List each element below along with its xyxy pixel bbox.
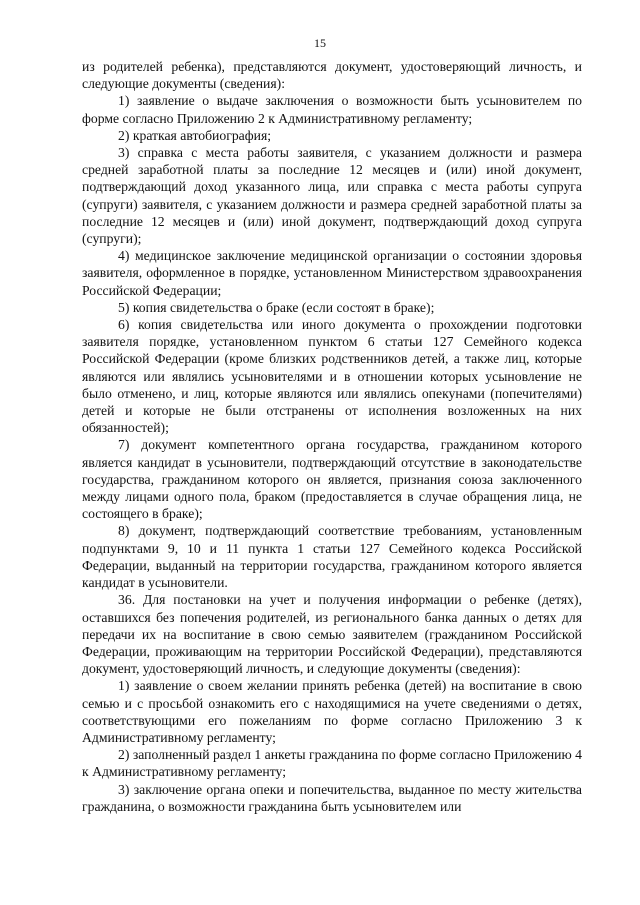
- list-item-5-marriage-certificate: 5) копия свидетельства о браке (если состоят в браке);: [118, 299, 435, 315]
- list-item-1-application: 1) заявление о выдаче заключения о возможности быть усыновителем по форме согласно Приложению 2 к Административному регламенту;: [82, 93, 582, 126]
- page-number: 15: [314, 36, 326, 50]
- paragraph-continuation: из родителей ребенка), представляются документ, удостоверяющий личность, и следующие документы (сведения):: [82, 59, 582, 92]
- list-item-8-compliance-document: 8) документ, подтверждающий соответствие требованиям, установленным подпунктами 9, 10 и 11 пункта 1 статьи 127 Семейного кодекса Российской Федерации, выданный на территории государства, гражданином которого является кандидат в усыновители.: [82, 523, 582, 591]
- list-item-6-training-certificate: 6) копия свидетельства или иного документа о прохождении подготовки заявителя порядке, установленном пунктом 6 статьи 127 Семейного кодекса Российской Федерации (кроме близких родственников детей, а также лиц, которые являются или являлись усыновителями и в отношении которых усыновление не было отменено, и лиц, которые являются или являлись опекунами (попечителями) детей и которые не были отстранены от исполнения возложенных на них обязанностей);: [82, 317, 582, 436]
- list-item-3-income-certificate: 3) справка с места работы заявителя, с указанием должности и размера средней заработной платы за последние 12 месяцев и (или) иной документ, подтверждающий доход указанного лица, или справка с места работы супруга (супруги) заявителя, с указанием должности и размера средней заработной платы за последние 12 месяцев и (или) иной документ, подтверждающий доход супруга (супруги);: [82, 145, 582, 247]
- document-body: [82, 58, 582, 815]
- section-36-item-3: 3) заключение органа опеки и попечительства, выданное по месту жительства гражданина, о возможности гражданина быть усыновителем или: [82, 781, 582, 814]
- section-36-item-2: 2) заполненный раздел 1 анкеты гражданина по форме согласно Приложению 4 к Административному регламенту;: [82, 747, 582, 780]
- section-36-paragraph: 36. Для постановки на учет и получения информации о ребенке (детях), оставшихся без попечения родителей, из регионального банка данных о детях для передачи их на воспитание в свою семью заявителем (гражданином Российской Федерации, проживающим на территории Российской Федерации), представляются документ, удостоверяющий личность, и следующие документы (сведения):: [82, 592, 582, 677]
- list-item-7-state-document: 7) документ компетентного органа государства, гражданином которого является кандидат в усыновители, подтверждающий отсутствие в законодательстве государства, гражданином которого он является, признания союза заключенного между лицами одного пола, браком (предоставляется в случае обращения лица, не состоящего в браке);: [82, 437, 582, 522]
- section-36-item-1: 1) заявление о своем желании принять ребенка (детей) на воспитание в свою семью и с просьбой ознакомить его с находящимися на учете сведениями о детях, соответствующими его пожеланиям по форме согласно Приложению 3 к Административному регламенту;: [82, 678, 582, 745]
- list-item-4-medical-report: 4) медицинское заключение медицинской организации о состоянии здоровья заявителя, оформленное в порядке, установленном Министерством здравоохранения Российской Федерации;: [82, 248, 582, 298]
- list-item-2-autobiography: 2) краткая автобиография;: [118, 127, 272, 143]
